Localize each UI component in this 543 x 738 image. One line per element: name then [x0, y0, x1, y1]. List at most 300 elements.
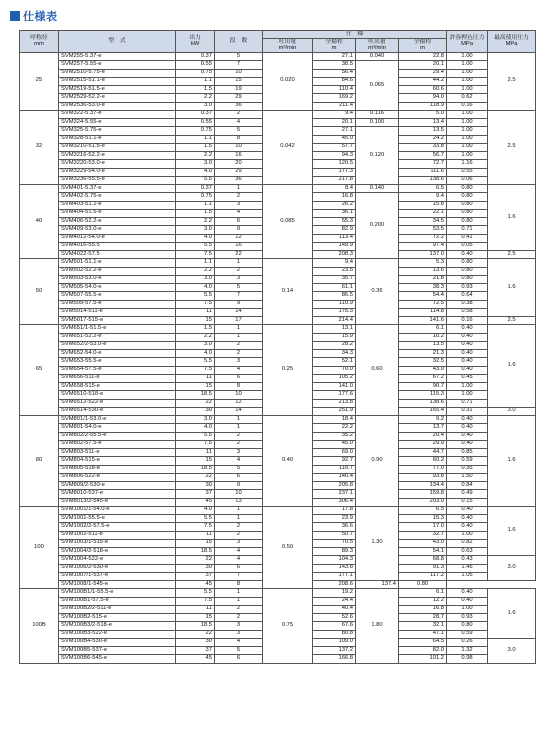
bore-cell: 40 — [20, 185, 59, 259]
stages-cell: 3 — [215, 449, 263, 457]
stages-cell: 3 — [215, 622, 263, 630]
total-head-cell: 140.4 — [313, 473, 356, 481]
allow-pressure-cell: 0.80 — [447, 622, 488, 630]
max-head-cell: 15.3 — [399, 515, 447, 523]
allow-pressure-cell: 0.43 — [447, 556, 488, 564]
total-head-cell: 237.1 — [313, 490, 356, 498]
stages-cell: 2 — [215, 267, 263, 275]
model-cell: SVM1004/2-518-e — [59, 548, 176, 556]
stages-cell: 5 — [215, 465, 263, 473]
output-cell: 2.2 — [176, 152, 215, 160]
output-cell: 15 — [176, 539, 215, 547]
total-head-cell: 166.8 — [313, 655, 356, 663]
max-flow-cell: 1.80 — [356, 589, 399, 663]
allow-pressure-cell: 0.40 — [447, 424, 488, 432]
total-head-cell: 18.4 — [313, 416, 356, 424]
model-cell: SVM100B6-545-e — [59, 655, 176, 663]
max-flow-cell: 0.040 — [356, 53, 399, 61]
max-flow-cell: 0.100 — [356, 119, 399, 127]
allow-pressure-cell: 0.80 — [447, 267, 488, 275]
table-row — [20, 325, 536, 333]
output-cell: 5.5 — [176, 242, 215, 250]
max-head-cell: 97.4 — [399, 242, 447, 250]
total-head-cell: 208.3 — [313, 251, 356, 259]
model-cell: SVM501-51.1-e — [59, 259, 176, 267]
total-head-cell: 57.7 — [313, 143, 356, 151]
output-cell: 3.0 — [176, 416, 215, 424]
output-cell: 1.1 — [176, 259, 215, 267]
total-head-cell: 177.1 — [313, 572, 356, 580]
total-head-cell: 50.7 — [313, 531, 356, 539]
max-head-cell: 141.6 — [399, 317, 447, 325]
total-head-cell: 27.1 — [313, 127, 356, 135]
total-head-cell: 22.2 — [313, 424, 356, 432]
output-cell: 15 — [176, 383, 215, 391]
stages-cell: 4 — [215, 548, 263, 556]
rated-flow-cell: 0.085 — [263, 185, 313, 259]
rated-flow-cell: 0.75 — [263, 589, 313, 663]
title-square-icon — [10, 11, 20, 21]
max-head-cell: 32.5 — [399, 358, 447, 366]
max-head-cell: 138.6 — [399, 399, 447, 407]
output-cell: 4.0 — [176, 234, 215, 242]
header-max-flow: 吐出量 m³/min — [356, 39, 399, 53]
output-cell: 7.5 — [176, 366, 215, 374]
allow-pressure-cell: 0.93 — [447, 614, 488, 622]
max-head-cell: 12.2 — [399, 597, 447, 605]
allow-pressure-cell: 0.41 — [447, 234, 488, 242]
total-head-cell: 38.5 — [313, 61, 356, 69]
output-cell: 30 — [176, 564, 215, 572]
max-head-cell: 60.6 — [399, 86, 447, 94]
header-spec: 仕 様 — [263, 31, 447, 39]
stages-cell: 6 — [215, 374, 263, 382]
total-head-cell: 141.0 — [313, 383, 356, 391]
total-head-cell: 89.3 — [313, 548, 356, 556]
model-cell: SVM1001-55.5-e — [59, 515, 176, 523]
allow-pressure-cell: 0.40 — [447, 416, 488, 424]
max-flow-cell: 0.065 — [356, 61, 399, 111]
output-cell: 7.5 — [176, 523, 215, 531]
max-pressure-cell: 3.0 — [488, 556, 536, 581]
model-cell: SVM654-57.5-e — [59, 366, 176, 374]
stages-cell: 16 — [215, 152, 263, 160]
max-head-cell: 6.1 — [399, 325, 447, 333]
total-head-cell: 28.2 — [313, 341, 356, 349]
total-head-cell: 34.3 — [313, 350, 356, 358]
max-head-cell: 43.0 — [399, 539, 447, 547]
total-head-cell: 16.8 — [313, 193, 356, 201]
model-cell: SVM656-511-e — [59, 374, 176, 382]
total-head-cell: 56.4 — [313, 69, 356, 77]
output-cell: 7.5 — [176, 251, 215, 259]
total-head-cell: 45.0 — [313, 135, 356, 143]
total-head-cell: 149.9 — [313, 242, 356, 250]
output-cell: 3.0 — [176, 226, 215, 234]
total-head-cell: 213.8 — [313, 399, 356, 407]
max-head-cell: 5.3 — [399, 259, 447, 267]
model-cell: SVM1007/1-537-e — [59, 572, 176, 580]
model-cell: SVM652-54.0-e — [59, 350, 176, 358]
output-cell: 4.0 — [176, 350, 215, 358]
model-cell: SVM1008/1-545-e — [59, 581, 176, 589]
total-head-cell: 35.7 — [313, 275, 356, 283]
stages-cell: 7 — [215, 572, 263, 580]
header-max-pressure: 最高使用圧力 MPa — [488, 31, 536, 53]
stages-cell: 10 — [215, 143, 263, 151]
model-cell: SVM406-52.2-e — [59, 218, 176, 226]
spec-table — [19, 30, 536, 664]
header-max-head: 全揚程 m — [399, 39, 447, 53]
model-cell: SVM2519-51.5-e — [59, 86, 176, 94]
model-cell: SVM402-5.75-e — [59, 193, 176, 201]
model-cell: SVM100B2-515-e — [59, 614, 176, 622]
model-cell: SVM100B1/1-55.5-e — [59, 589, 176, 597]
output-cell: 45 — [176, 581, 215, 589]
max-head-cell: 32.1 — [399, 622, 447, 630]
stages-cell: 6 — [215, 473, 263, 481]
model-cell: SVM4022-57.5 — [59, 251, 176, 259]
stages-cell: 9 — [215, 226, 263, 234]
max-flow-cell: 0.90 — [356, 416, 399, 507]
max-head-cell: 72.5 — [399, 300, 447, 308]
max-head-cell: 54.4 — [399, 292, 447, 300]
max-head-cell: 10.2 — [399, 333, 447, 341]
allow-pressure-cell: 0.16 — [447, 317, 488, 325]
allow-pressure-cell: 0.80 — [447, 218, 488, 226]
total-head-cell: 45.0 — [313, 440, 356, 448]
max-head-cell: 21.3 — [399, 350, 447, 358]
stages-cell: 6 — [215, 218, 263, 226]
stages-cell: 1 — [215, 325, 263, 333]
total-head-cell: 116.7 — [313, 465, 356, 473]
model-cell: SVM2536-53.0-e — [59, 102, 176, 110]
max-head-cell: 56.7 — [399, 152, 447, 160]
total-head-cell: 214.4 — [313, 317, 356, 325]
total-head-cell: 15.9 — [313, 333, 356, 341]
output-cell: 5.5 — [176, 432, 215, 440]
max-head-cell: 60.2 — [399, 457, 447, 465]
max-head-cell: 134.4 — [399, 482, 447, 490]
max-head-cell: 138.6 — [399, 176, 447, 184]
output-cell: 5.5 — [176, 176, 215, 184]
max-head-cell: 47.1 — [399, 630, 447, 638]
stages-cell: 5 — [215, 284, 263, 292]
max-pressure-cell: 1.6 — [488, 185, 536, 251]
allow-pressure-cell: 0.58 — [447, 308, 488, 316]
allow-pressure-cell: 0.40 — [447, 432, 488, 440]
allow-pressure-cell: 0.40 — [447, 350, 488, 358]
total-head-cell: 67.6 — [313, 622, 356, 630]
stages-cell: 8 — [215, 383, 263, 391]
output-cell: 4.0 — [176, 168, 215, 176]
table-row — [20, 589, 536, 597]
output-cell: 2.2 — [176, 218, 215, 226]
max-pressure-cell: 1.6 — [488, 416, 536, 507]
total-head-cell: 36.1 — [313, 209, 356, 217]
allow-pressure-cell: 0.06 — [447, 176, 488, 184]
model-cell: SVM100B5-537-e — [59, 647, 176, 655]
model-cell: SVM509-57.5-e — [59, 300, 176, 308]
bore-cell: 50 — [20, 259, 59, 325]
max-flow-cell: 0.200 — [356, 193, 399, 259]
allow-pressure-cell: 0.40 — [447, 589, 488, 597]
max-head-cell: 20.4 — [399, 432, 447, 440]
model-cell: SVM5017-515-e — [59, 317, 176, 325]
stages-cell: 4 — [215, 556, 263, 564]
bore-cell: 65 — [20, 325, 59, 416]
stages-cell: 1 — [215, 597, 263, 605]
model-cell: SVM1002/2-57.5-e — [59, 523, 176, 531]
total-head-cell: 52.1 — [313, 358, 356, 366]
model-cell: SVM2529-52.2-e — [59, 94, 176, 102]
max-head-cell: 9.4 — [399, 193, 447, 201]
max-head-cell: 94.0 — [399, 94, 447, 102]
total-head-cell: 20.1 — [313, 119, 356, 127]
stages-cell: 3 — [215, 201, 263, 209]
bore-cell: 25 — [20, 53, 59, 111]
stages-cell: 5 — [215, 647, 263, 655]
model-cell: SVM1001/1-54.0-e — [59, 506, 176, 514]
max-pressure-cell: 2.5 — [488, 110, 536, 184]
model-cell: SVM802/2-55.5-e — [59, 432, 176, 440]
table-row — [20, 53, 536, 61]
total-head-cell: 35.2 — [313, 432, 356, 440]
stages-cell: 1 — [215, 416, 263, 424]
model-cell: SVM100B1-57.5-e — [59, 597, 176, 605]
output-cell: 0.37 — [176, 53, 215, 61]
total-head-cell: 82.9 — [313, 226, 356, 234]
stages-cell: 9 — [215, 482, 263, 490]
bore-cell: 100B — [20, 589, 59, 663]
model-cell: SVM409-53.0-e — [59, 226, 176, 234]
max-flow-cell: 0.60 — [356, 325, 399, 416]
model-cell: SVM3236-55.5-e — [59, 176, 176, 184]
max-head-cell: 13.5 — [399, 127, 447, 135]
total-head-cell: 13.1 — [313, 325, 356, 333]
model-cell: SVM2510-5.75-e — [59, 69, 176, 77]
allow-pressure-cell: 1.50 — [447, 473, 488, 481]
allow-pressure-cell: 0.40 — [447, 333, 488, 341]
model-cell: SVM3229-54.0-e — [59, 168, 176, 176]
model-cell: SVM257-5.55-e — [59, 61, 176, 69]
total-head-cell: 9.4 — [313, 259, 356, 267]
output-cell: 1.1 — [176, 201, 215, 209]
stages-cell: 1 — [215, 424, 263, 432]
total-head-cell: 94.3 — [313, 152, 356, 160]
table-row — [20, 506, 536, 514]
max-head-cell: 53.5 — [399, 226, 447, 234]
model-cell: SVM3220-53.0-e — [59, 160, 176, 168]
total-head-cell: 137.2 — [313, 647, 356, 655]
allow-pressure-cell: 0.31 — [447, 407, 488, 415]
stages-cell: 22 — [215, 251, 263, 259]
stages-cell: 4 — [215, 638, 263, 646]
output-cell: 1.5 — [176, 209, 215, 217]
max-head-cell: 34.5 — [399, 218, 447, 226]
model-cell: SVM809/2-530-e — [59, 482, 176, 490]
total-head-cell: 80.8 — [313, 630, 356, 638]
stages-cell: 2 — [215, 614, 263, 622]
rated-flow-cell: 0.020 — [263, 53, 313, 111]
allow-pressure-cell: 1.00 — [447, 86, 488, 94]
allow-pressure-cell: 0.84 — [447, 482, 488, 490]
total-head-cell: 177.6 — [313, 391, 356, 399]
total-head-cell: 70.0 — [313, 366, 356, 374]
rated-flow-cell: 0.50 — [263, 506, 313, 589]
total-head-cell: 92.7 — [313, 457, 356, 465]
table-row — [20, 110, 536, 118]
max-head-cell: 203.0 — [399, 498, 447, 506]
output-cell: 37 — [176, 647, 215, 655]
stages-cell: 2 — [215, 350, 263, 358]
max-head-cell: 5.0 — [399, 110, 447, 118]
model-cell: SVM1006/2-530-e — [59, 564, 176, 572]
allow-pressure-cell: 0.71 — [447, 399, 488, 407]
max-head-cell: 24.2 — [399, 135, 447, 143]
output-cell: 18.5 — [176, 465, 215, 473]
model-cell: SVM802-57.5-e — [59, 440, 176, 448]
stages-cell: 7 — [215, 61, 263, 69]
allow-pressure-cell: 1.00 — [447, 110, 488, 118]
stages-cell: 6 — [215, 655, 263, 663]
max-head-cell: 54.1 — [399, 548, 447, 556]
total-head-cell: 24.4 — [313, 597, 356, 605]
allow-pressure-cell: 0.05 — [447, 242, 488, 250]
allow-pressure-cell: 0.62 — [447, 94, 488, 102]
model-cell: SVM505-54.0-e — [59, 284, 176, 292]
allow-pressure-cell: 0.80 — [447, 193, 488, 201]
total-head-cell: 70.5 — [313, 539, 356, 547]
output-cell: 2.2 — [176, 267, 215, 275]
allow-pressure-cell: 0.40 — [447, 523, 488, 531]
allow-pressure-cell: 1.00 — [447, 135, 488, 143]
output-cell: 30 — [176, 407, 215, 415]
allow-pressure-cell: 1.00 — [447, 383, 488, 391]
total-head-cell: 40.4 — [313, 605, 356, 613]
max-pressure-cell: 1.6 — [488, 325, 536, 408]
model-cell: SVM8010-537-e — [59, 490, 176, 498]
output-cell: 3.0 — [176, 160, 215, 168]
allow-pressure-cell: 1.00 — [447, 69, 488, 77]
output-cell: 0.75 — [176, 127, 215, 135]
model-cell: SVM801-54.0-e — [59, 424, 176, 432]
allow-pressure-cell: 0.80 — [447, 185, 488, 193]
model-cell: SVM5014-511-e — [59, 308, 176, 316]
output-cell: 1.5 — [176, 86, 215, 94]
rated-flow-cell: 0.40 — [263, 416, 313, 507]
max-head-cell: 114.8 — [399, 308, 447, 316]
total-head-cell: 8.4 — [313, 185, 356, 193]
allow-pressure-cell: 0.40 — [447, 597, 488, 605]
model-cell: SVM658-515-e — [59, 383, 176, 391]
output-cell: 0.75 — [176, 69, 215, 77]
max-head-cell: 29.4 — [399, 69, 447, 77]
total-head-cell: 55.3 — [313, 218, 356, 226]
header-bore: 呼称径 mm — [20, 31, 59, 53]
allow-pressure-cell: 1.00 — [447, 61, 488, 69]
total-head-cell: 17.8 — [313, 506, 356, 514]
max-head-cell: 20.1 — [399, 61, 447, 69]
table-body — [20, 53, 536, 664]
model-cell: SVM6512-522-e — [59, 399, 176, 407]
allow-pressure-cell: 0.80 — [447, 275, 488, 283]
stages-cell: 36 — [215, 102, 263, 110]
output-cell: 3.0 — [176, 275, 215, 283]
max-pressure-cell: 2.5 — [488, 53, 536, 111]
model-cell: SVM1004-522-e — [59, 556, 176, 564]
output-cell: 7.5 — [176, 300, 215, 308]
max-pressure-cell: 1.6 — [488, 259, 536, 317]
bore-cell: 80 — [20, 416, 59, 507]
model-cell: SVM805-518-e — [59, 465, 176, 473]
stages-cell: 1 — [215, 333, 263, 341]
stages-cell: 16 — [215, 242, 263, 250]
max-flow-cell: 1.30 — [356, 506, 399, 580]
output-cell: 5.5 — [176, 358, 215, 366]
output-cell: 4.0 — [176, 506, 215, 514]
allow-pressure-cell: 0.85 — [447, 449, 488, 457]
output-cell: 30 — [176, 638, 215, 646]
allow-pressure-cell: 0.71 — [447, 226, 488, 234]
output-cell: 15 — [176, 457, 215, 465]
total-head-cell: 27.1 — [313, 53, 356, 61]
output-cell: 15 — [176, 317, 215, 325]
header-allow-pressure: 許容押込圧力 MPa — [447, 31, 488, 53]
total-head-cell: 19.2 — [313, 589, 356, 597]
model-cell: SVM8013/2-545-e — [59, 498, 176, 506]
output-cell: 22 — [176, 473, 215, 481]
output-cell: 22 — [176, 399, 215, 407]
allow-pressure-cell: 0.40 — [447, 341, 488, 349]
total-head-cell: 69.0 — [313, 449, 356, 457]
allow-pressure-cell: 0.80 — [447, 259, 488, 267]
max-head-cell: 13.5 — [399, 341, 447, 349]
total-head-cell: 110.4 — [313, 86, 356, 94]
max-flow-cell: 0.116 — [356, 110, 399, 118]
max-flow-cell: 0.36 — [356, 259, 399, 325]
total-head-cell: 105.2 — [313, 374, 356, 382]
max-head-cell: 6.5 — [399, 185, 447, 193]
max-head-cell: 117.2 — [399, 572, 447, 580]
stages-cell: 13 — [215, 498, 263, 506]
output-cell: 37 — [176, 572, 215, 580]
allow-pressure-cell: 0.38 — [447, 300, 488, 308]
max-flow-cell: 0.140 — [356, 185, 399, 193]
model-cell: SVM503-53.0-e — [59, 275, 176, 283]
stages-cell: 1 — [215, 259, 263, 267]
max-head-cell: 44.7 — [399, 449, 447, 457]
allow-pressure-cell: 0.26 — [447, 638, 488, 646]
stages-cell: 20 — [215, 160, 263, 168]
model-cell: SVM2515-51.1-e — [59, 77, 176, 85]
allow-pressure-cell: 1.00 — [447, 53, 488, 61]
max-head-cell: 9.2 — [399, 416, 447, 424]
model-cell: SVM325-5.75-e — [59, 127, 176, 135]
allow-pressure-cell: 0.59 — [447, 630, 488, 638]
total-head-cell: 251.9 — [313, 407, 356, 415]
output-cell: 4.0 — [176, 424, 215, 432]
output-cell: 4.0 — [176, 284, 215, 292]
allow-pressure-cell: 0.59 — [447, 457, 488, 465]
output-cell: 11 — [176, 374, 215, 382]
stages-cell: 5 — [215, 53, 263, 61]
max-head-cell: 67.2 — [399, 374, 447, 382]
max-head-cell: 159.8 — [399, 490, 447, 498]
max-head-cell: 68.8 — [399, 556, 447, 564]
max-pressure-cell: 2.5 — [488, 251, 536, 259]
max-head-cell: 29.9 — [399, 440, 447, 448]
